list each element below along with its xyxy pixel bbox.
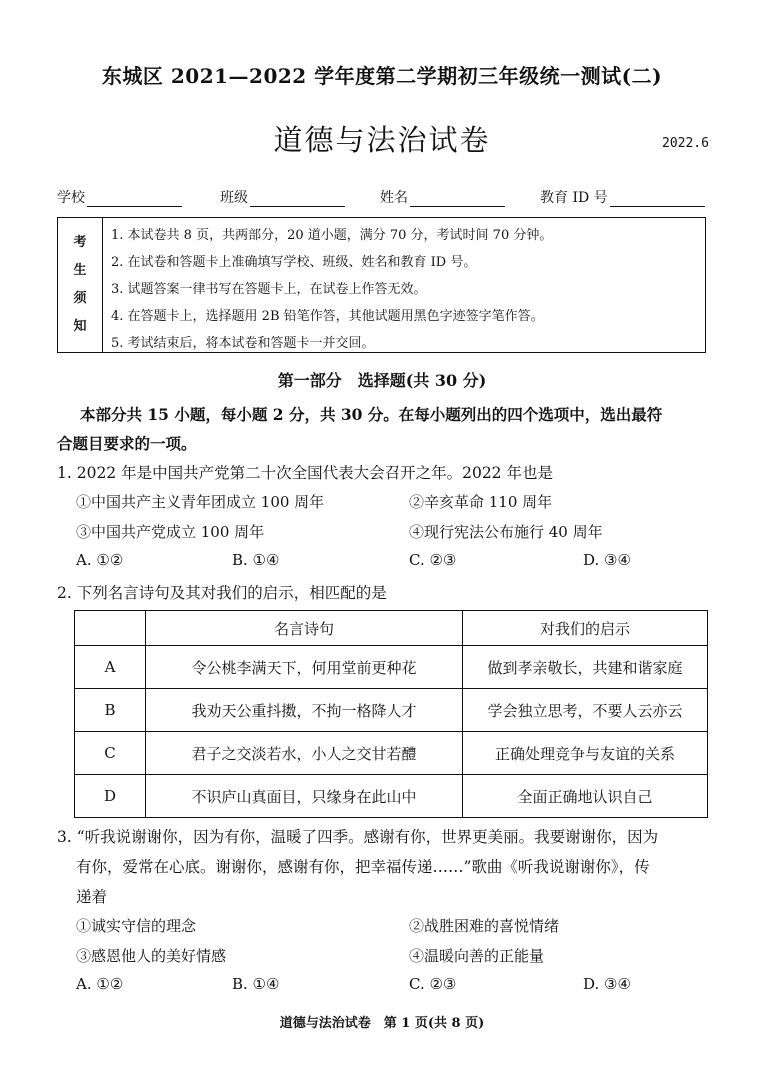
q3-option-2: ②战胜困难的喜悦情绪 [409, 917, 560, 935]
row-quote: 我劝天公重抖擞，不拘一格降人才 [146, 689, 463, 732]
q2-table [74, 610, 708, 818]
q1-choice-c: C. ②③ [409, 551, 457, 569]
q3-stem-line2: 有你，爱常在心底。谢谢你，感谢有你，把幸福传递……”歌曲《听我说谢谢你》，传 [76, 858, 650, 876]
exam-date: 2022.6 [662, 136, 709, 151]
q1-option-2: ②辛亥革命 110 周年 [409, 493, 553, 511]
section-title: 第一部分 选择题(共 30 分) [277, 371, 487, 390]
name-label: 姓名 [380, 190, 408, 206]
notice-item: 5. 考试结束后，将本试卷和答题卡一并交回。 [111, 336, 375, 351]
notice-item: 1. 本试卷共 8 页，共两部分，20 道小题，满分 70 分，考试时间 70 分钟。 [111, 228, 553, 243]
table-header-insight: 对我们的启示 [463, 611, 708, 646]
notice-label [58, 218, 103, 352]
row-insight: 做到孝亲敬长，共建和谐家庭 [463, 646, 708, 689]
table-header-quote: 名言诗句 [146, 611, 463, 646]
school-blank [87, 192, 182, 207]
name-field [380, 187, 505, 207]
school-field [57, 187, 182, 207]
school-label: 学校 [57, 190, 85, 206]
edu-id-field [540, 187, 705, 207]
row-insight: 全面正确地认识自己 [463, 775, 708, 818]
notice-label-char: 知 [73, 319, 87, 334]
notice-label-char: 须 [73, 291, 87, 306]
notice-item: 3. 试题答案一律书写在答题卡上，在试卷上作答无效。 [111, 282, 427, 297]
q1-choice-b: B. ①④ [232, 551, 280, 569]
row-insight: 正确处理竞争与友谊的关系 [463, 732, 708, 775]
notice-item: 2. 在试卷和答题卡上准确填写学校、班级、姓名和教育 ID 号。 [111, 255, 477, 270]
row-letter: A [75, 646, 146, 689]
q1-option-1: ①中国共产主义青年团成立 100 周年 [76, 493, 325, 511]
row-letter: D [75, 775, 146, 818]
exam-notice-box [57, 217, 706, 353]
class-label: 班级 [220, 190, 248, 206]
table-header-empty [75, 611, 146, 646]
q1-choice-a: A. ①② [76, 551, 124, 569]
row-quote: 令公桃李满天下，何用堂前更种花 [146, 646, 463, 689]
notice-item: 4. 在答题卡上，选择题用 2B 铅笔作答，其他试题用黑色字迹签字笔作答。 [111, 309, 544, 324]
q1-stem: 1. 2022 年是中国共产党第二十次全国代表大会召开之年。2022 年也是 [57, 464, 553, 482]
q3-option-3: ③感恩他人的美好情感 [76, 947, 227, 965]
q1-option-3: ③中国共产党成立 100 周年 [76, 523, 265, 541]
class-blank [250, 192, 345, 207]
exam-title: 东城区 2021—2022 学年度第二学期初三年级统一测试(二) [101, 64, 663, 88]
q1-choice-d: D. ③④ [583, 551, 631, 569]
row-insight: 学会独立思考，不要人云亦云 [463, 689, 708, 732]
page-footer: 道德与法治试卷 第 1 页(共 8 页) [279, 1016, 485, 1031]
q3-stem-line1: 3. “听我说谢谢你，因为有你，温暖了四季。感谢有你，世界更美丽。我要谢谢你，因为 [57, 828, 659, 846]
row-quote: 君子之交淡若水，小人之交甘若醴 [146, 732, 463, 775]
notice-items [103, 218, 705, 352]
subject-title: 道德与法治试卷 [273, 123, 491, 157]
q2-stem: 2. 下列名言诗句及其对我们的启示，相匹配的是 [57, 584, 387, 602]
table-header-row [75, 611, 708, 646]
section-intro-line1: 本部分共 15 小题，每小题 2 分，共 30 分。在每小题列出的四个选项中，选出最符 [80, 405, 663, 424]
q3-option-1: ①诚实守信的理念 [76, 917, 197, 935]
q3-choice-a: A. ①② [76, 975, 124, 993]
q3-option-4: ④温暖向善的正能量 [409, 947, 545, 965]
table-row [75, 775, 708, 818]
class-field [220, 187, 345, 207]
notice-label-char: 生 [73, 263, 87, 278]
table-row [75, 646, 708, 689]
row-letter: B [75, 689, 146, 732]
q3-choice-d: D. ③④ [583, 975, 631, 993]
edu-id-label: 教育 ID 号 [540, 190, 608, 206]
section-intro-line2: 合题目要求的一项。 [57, 434, 197, 453]
table-row [75, 689, 708, 732]
row-letter: C [75, 732, 146, 775]
q3-choice-b: B. ①④ [232, 975, 280, 993]
q3-choice-c: C. ②③ [409, 975, 457, 993]
edu-id-blank [610, 192, 705, 207]
notice-label-char: 考 [73, 235, 87, 250]
row-quote: 不识庐山真面目，只缘身在此山中 [146, 775, 463, 818]
q3-stem-line3: 递着 [76, 888, 108, 906]
q1-option-4: ④现行宪法公布施行 40 周年 [409, 523, 603, 541]
name-blank [410, 192, 505, 207]
table-row [75, 732, 708, 775]
